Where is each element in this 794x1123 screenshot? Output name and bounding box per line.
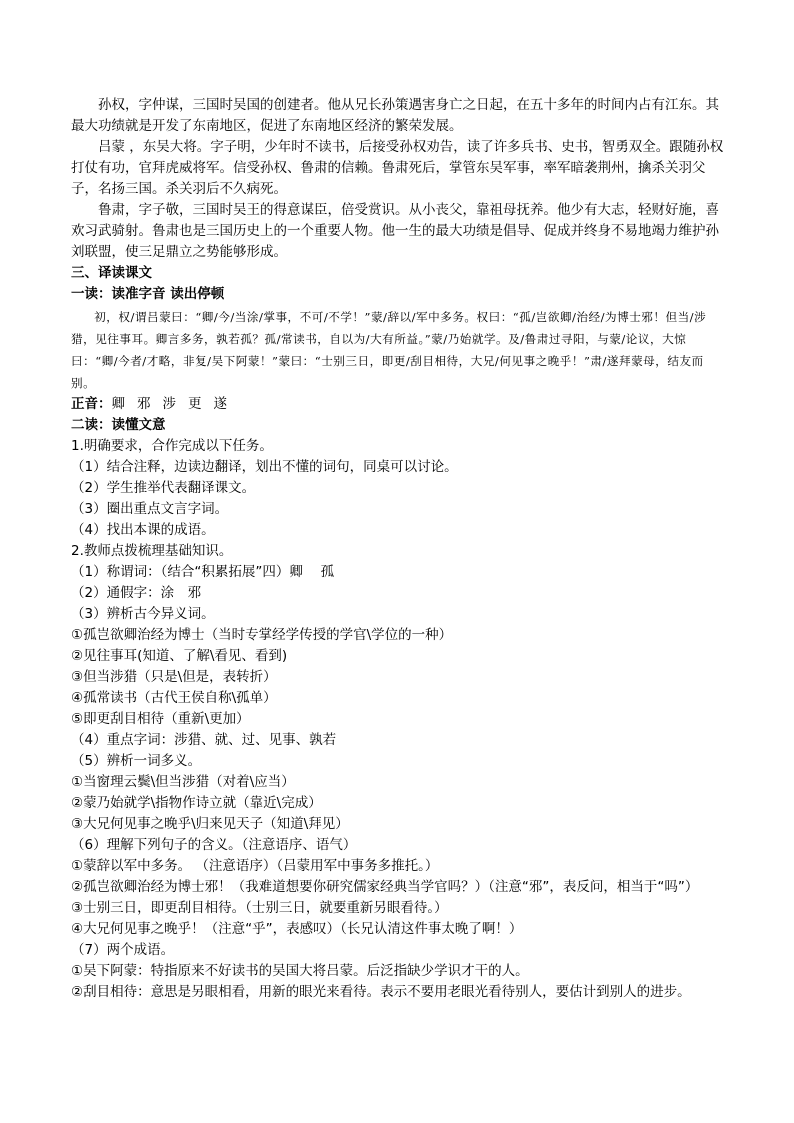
knowledge-line: （4）重点字词：涉猎、就、过、见事、孰若: [71, 732, 337, 748]
task-item: （4）找出本课的成语。: [71, 522, 215, 538]
knowledge-line: ③但当涉猎（只是\但是，表转折）: [71, 669, 277, 685]
read-one-heading: 一读：读准字音 读出停顿: [71, 286, 225, 302]
task-item: （3）圈出重点文言字词。: [71, 501, 229, 517]
section-title: 三、译读课文: [71, 265, 152, 281]
document-content: [71, 95, 727, 1003]
knowledge-line: ②孤岂欲卿治经为博士邪！（我难道想要你研究儒家经典当学官吗？）（注意“邪”，表反问，相当于“吗”）: [71, 879, 699, 895]
knowledge-line: ③大兄何见事之晚乎\归来见天子（知道\拜见）: [71, 816, 349, 832]
knowledge-line: ④大兄何见事之晚乎！（注意“乎”，表感叹）（长兄认清这件事太晚了啊！）: [71, 921, 523, 937]
knowledge-line: （7）两个成语。: [71, 942, 175, 958]
task-two-title: 2.教师点拨梳理基础知识。: [71, 543, 233, 559]
knowledge-line: （5）辨析一词多义。: [71, 753, 202, 769]
knowledge-line: ②刮目相待：意思是另眼相看，用新的眼光来看待。表示不要用老眼光看待别人，要估计到别人的进步。: [71, 984, 691, 1000]
pron-char: 涉: [162, 396, 176, 412]
knowledge-line: ②见往事耳(知道、了解\看见、看到): [71, 648, 288, 664]
knowledge-line: （2）通假字：涂 邪: [71, 585, 202, 601]
pronunciation-chars: [112, 396, 240, 412]
task-one-title: 1.明确要求，合作完成以下任务。: [71, 438, 273, 454]
knowledge-line: ①吴下阿蒙：特指原来不好读书的吴国大将吕蒙。后泛指缺少学识才干的人。: [71, 963, 529, 979]
knowledge-line: ①当窗理云鬓\但当涉猎（对着\应当）: [71, 774, 295, 790]
knowledge-line: （6）理解下列句子的含义。（注意语序、语气）: [71, 837, 357, 853]
read-two-heading: 二读：读懂文意: [71, 417, 166, 433]
knowledge-line: ⑤即更刮目相待（重新\更加）: [71, 711, 250, 727]
task-item: （1）结合注释，边读边翻译，划出不懂的词句，同桌可以讨论。: [71, 459, 458, 475]
knowledge-line: ④孤常读书（古代王侯自称\孤单）: [71, 690, 277, 706]
pron-char: 卿: [111, 396, 125, 412]
knowledge-line: ③士别三日，即更刮目相待。（士别三日，就要重新另眼看待。）: [71, 900, 448, 916]
task-item: （2）学生推举代表翻译课文。: [71, 480, 256, 496]
knowledge-line: ②蒙乃始就学\指物作诗立就（靠近\完成）: [71, 795, 322, 811]
intro-lvmeng-paragraph: 吕蒙 ，东吴大将。字子明，少年时不读书，后接受孙权劝告，读了许多兵书、史书，智勇双全。跟随孙权打仗有功，官拜虎威将军。信受孙权、鲁肃的信赖。鲁肃死后，掌管东吴军事，率军暗袭荆州，擒杀关羽父子，名扬三国。杀关羽后不久病死。: [71, 139, 724, 197]
knowledge-line: （1）称谓词：（结合“积累拓展”四）卿 孤: [71, 564, 335, 580]
pronunciation-line: [71, 394, 727, 415]
pronunciation-label: 正音：: [71, 396, 112, 412]
intro-sunquan-paragraph: 孙权，字仲谋，三国时吴国的创建者。他从兄长孙策遇害身亡之日起，在五十多年的时间内占有江东。其最大功绩就是开发了东南地区，促进了东南地区经济的繁荣发展。: [71, 97, 719, 134]
pron-char: 遂: [213, 396, 227, 412]
pron-char: 更: [188, 396, 202, 412]
pron-char: 邪: [137, 396, 151, 412]
classical-text: 初，权/谓吕蒙曰：“卿/今/当涂/掌事，不可/不学！”蒙/辞以/军中多务。权曰：“孤/岂欲卿/治经/为博士邪！但当/涉猎，见往事耳。卿言多务，孰若孤？孤/常读书，自以为/大有所益。”蒙/乃始就学。及/鲁肃过寻阳，与蒙/论议，大惊曰：“卿/今者/才略，非复/吴下阿蒙！”蒙曰：“士别三日，即更/刮目相待，大兄/何见事之晚乎！”肃/遂拜蒙母，结友而别。: [71, 310, 707, 390]
knowledge-line: （3）辨析古今异义词。: [71, 606, 215, 622]
intro-lusu-paragraph: 鲁肃，字子敬，三国时吴王的得意谋臣，倍受赏识。从小丧父，靠祖母抚养。他少有大志，轻财好施，喜欢习武骑射。鲁肃也是三国历史上的一个重要人物。他一生的最大功绩是倡导、促成并终身不易地竭力维护孙刘联盟，使三足鼎立之势能够形成。: [71, 202, 719, 260]
knowledge-line: ①孤岂欲卿治经为博士（当时专掌经学传授的学官\学位的一种）: [71, 627, 453, 643]
knowledge-line: ①蒙辞以军中多务。 （注意语序）（吕蒙用军中事务多推托。）: [71, 858, 439, 874]
